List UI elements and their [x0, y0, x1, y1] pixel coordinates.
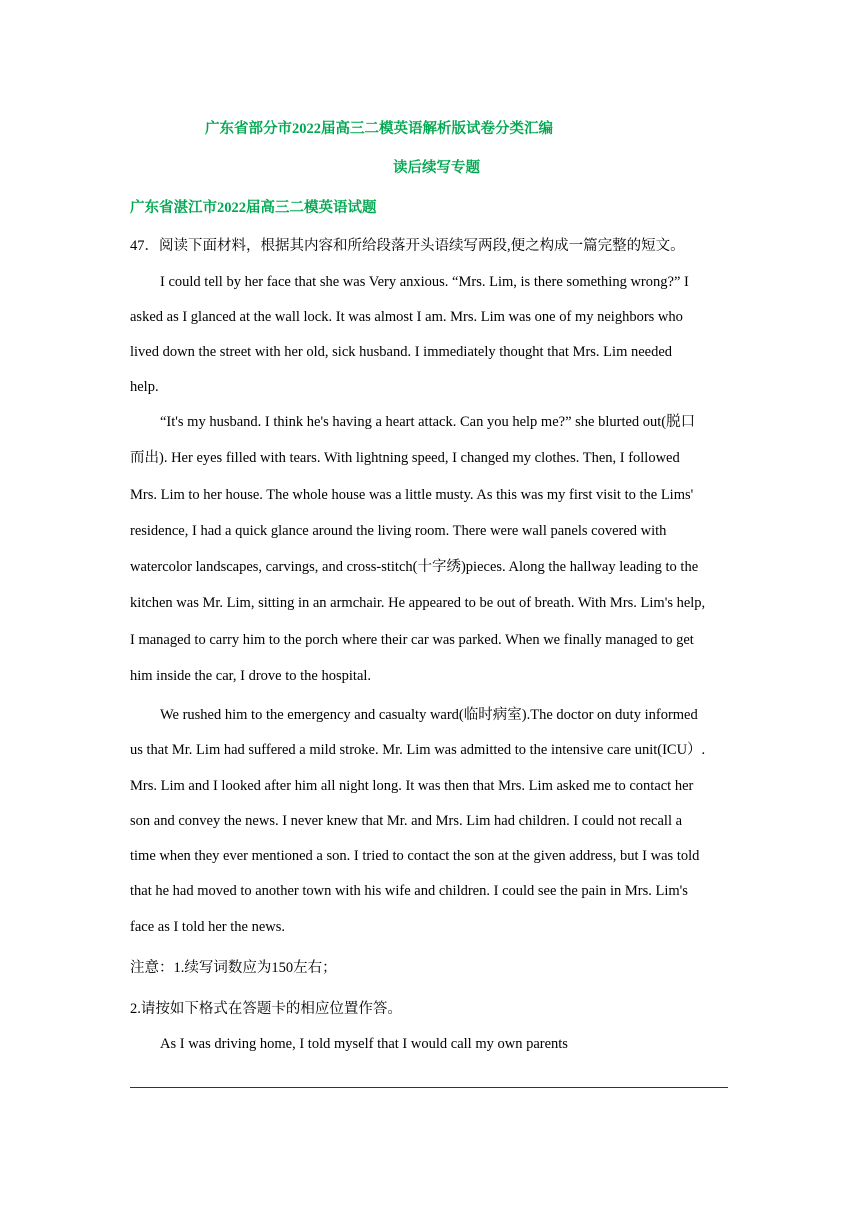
passage-line: lived down the street with her old, sick husband. I immediately thought that Mrs. Lim needed — [130, 344, 673, 360]
passage-line: time when they ever mentioned a son. I tried to contact the son at the given address, but I was told — [130, 848, 700, 865]
passage-line: us that Mr. Lim had suffered a mild stroke. Mr. Lim was admitted to the intensive care unit(ICU）. — [130, 742, 706, 759]
note-word-count: 注意：1.续写词数应为150左右； — [130, 960, 337, 976]
passage-line: 而出). Her eyes filled with tears. With lightning speed, I changed my clothes. Then, I followed — [130, 450, 680, 467]
passage-line: “It's my husband. I think he's having a heart attack. Can you help me?” she blurted out(脱口 — [160, 414, 696, 430]
passage-paragraph-3 — [130, 704, 722, 951]
passage-line: We rushed him to the emergency and casualty ward(临时病室).The doctor on duty informed — [160, 707, 698, 723]
passage-line: face as I told her the news. — [130, 918, 286, 935]
passage-line: I managed to carry him to the porch where their car was parked. When we finally managed to get — [130, 631, 694, 648]
passage-line: Mrs. Lim to her house. The whole house was a little musty. As this was my first visit to the Lims' — [130, 486, 694, 503]
section-title: 广东省湛江市2022届高三二模英语试题 — [130, 200, 377, 216]
passage-line: him inside the car, I drove to the hospital. — [130, 668, 372, 685]
passage-line: that he had moved to another town with his wife and children. I could see the pain in Mrs. Lim's — [130, 883, 688, 900]
document-title: 广东省部分市2022届高三二模英语解析版试卷分类汇编 — [205, 121, 553, 137]
question-instruction: 47．阅读下面材料，根据其内容和所给段落开头语续写两段,便之构成一篇完整的短文。 — [130, 238, 685, 254]
passage-line: watercolor landscapes, carvings, and cross-stitch(十字绣)pieces. Along the hallway leading to the — [130, 559, 699, 576]
document-subtitle: 读后续写专题 — [393, 160, 480, 176]
passage-line: residence, I had a quick glance around the living room. There were wall panels covered with — [130, 522, 667, 539]
passage-line: I could tell by her face that she was Very anxious. “Mrs. Lim, is there something wrong?” I — [160, 274, 689, 290]
passage-line: son and convey the news. I never knew that Mr. and Mrs. Lim had children. I could not recall a — [130, 812, 683, 829]
passage-line: help. — [130, 379, 159, 395]
passage-paragraph-2 — [130, 411, 722, 701]
passage-line: kitchen was Mr. Lim, sitting in an armchair. He appeared to be out of breath. With Mrs. Lim's help, — [130, 595, 706, 612]
continuation-starter: As I was driving home, I told myself that I would call my own parents — [160, 1036, 568, 1052]
passage-line: Mrs. Lim and I looked after him all night long. It was then that Mrs. Lim asked me to contact her — [130, 777, 694, 794]
answer-line[interactable] — [130, 1087, 728, 1088]
note-answer-format: 2.请按如下格式在答题卡的相应位置作答。 — [130, 1001, 402, 1017]
passage-line: asked as I glanced at the wall lock. It was almost I am. Mrs. Lim was one of my neighbors who — [130, 309, 683, 325]
passage-paragraph-1 — [130, 271, 722, 411]
